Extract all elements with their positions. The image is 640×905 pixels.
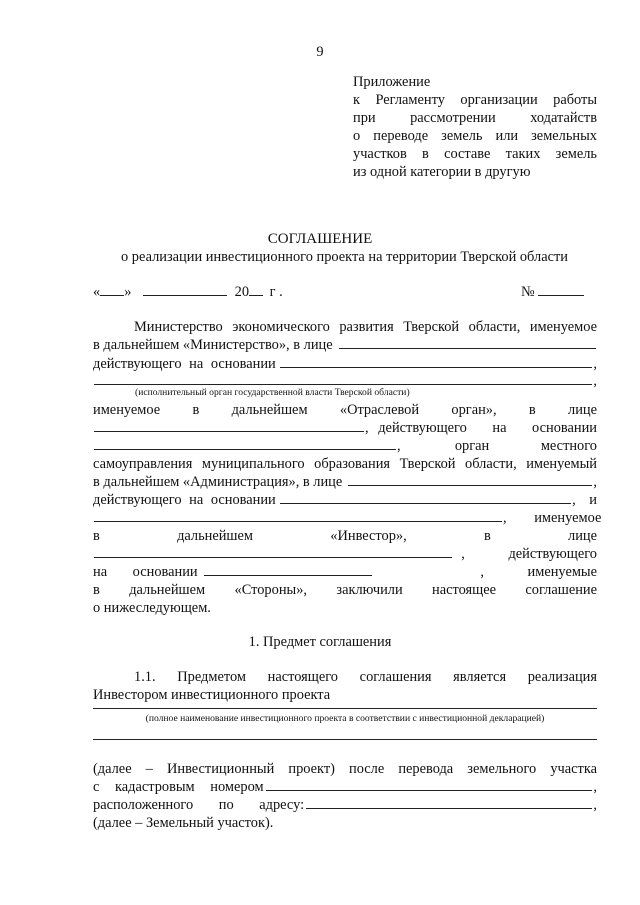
intro-line: о нижеследующем. — [93, 600, 211, 616]
basis-blank[interactable] — [280, 492, 571, 504]
intro-line: именуемое в дальнейшем «Отраслевой орган», в лице — [93, 402, 597, 418]
intro-text: орган местного — [454, 438, 597, 454]
year-suffix: г . — [269, 284, 283, 300]
year-prefix: 20 — [234, 284, 250, 300]
intro-line: в дальнейшем «Стороны», заключили настоящее соглашение — [93, 582, 597, 598]
intro-text: , и — [572, 492, 597, 508]
intro-line: Министерство экономического развития Тверской области, именуемое — [134, 319, 597, 335]
intro-line: самоуправления муниципального образования Тверской области, именуемый — [93, 456, 597, 472]
cadastral-number-blank[interactable] — [266, 779, 593, 791]
month-blank[interactable] — [143, 284, 227, 296]
intro-line-fill — [93, 546, 597, 563]
intro-text: действующего на основании — [93, 356, 276, 372]
intro-line-fill — [93, 510, 602, 527]
comma: , — [593, 779, 597, 795]
intro-line-fill — [93, 420, 597, 437]
section-line-fill — [93, 797, 597, 814]
intro-text: , именуемое — [503, 510, 602, 526]
intro-line-fill — [93, 474, 597, 491]
section-heading: 1. Предмет соглашения — [248, 634, 392, 650]
intro-text: в дальнейшем «Министерство», в лице — [93, 337, 333, 353]
intro-line-fill — [93, 337, 597, 354]
comma: , — [397, 438, 401, 454]
number-field — [521, 284, 584, 301]
representative-blank[interactable] — [339, 337, 596, 349]
section-text: с кадастровым номером — [93, 779, 264, 795]
number-label: № — [521, 284, 535, 300]
date-quote-close: » — [124, 284, 132, 300]
comma: , — [593, 474, 597, 490]
date-quote-open: « — [93, 284, 101, 300]
section-text: расположенного по адресу: — [93, 797, 305, 813]
section-line: 1.1. Предметом настоящего соглашения является реализация — [134, 669, 597, 685]
caption-executive-body: (исполнительный орган государственной власти Тверской области) — [135, 387, 410, 398]
intro-line: в дальнейшем «Инвестор», в лице — [93, 528, 597, 544]
representative-blank[interactable] — [348, 474, 592, 486]
representative-blank[interactable] — [94, 420, 364, 432]
section-line: (далее – Земельный участок). — [93, 815, 274, 831]
annex-line: о переводе земель или земельных — [353, 128, 597, 144]
comma: , — [593, 356, 597, 372]
address-blank[interactable] — [306, 797, 592, 809]
intro-text: в дальнейшем «Администрация», в лице — [93, 474, 343, 490]
intro-text: на основании — [93, 564, 198, 580]
intro-text: , действующего — [461, 546, 597, 562]
investor-blank[interactable] — [94, 510, 502, 522]
intro-line-fill — [93, 564, 597, 581]
comma: , — [365, 420, 369, 436]
basis-blank[interactable] — [94, 438, 396, 450]
intro-line-fill — [93, 492, 597, 509]
comma: , — [593, 797, 597, 813]
annex-line: Приложение — [353, 74, 431, 90]
annex-line: к Регламенту организации работы — [353, 92, 597, 108]
year-blank[interactable] — [249, 284, 263, 296]
section-line-fill — [93, 779, 597, 796]
executive-body-blank[interactable] — [94, 373, 592, 385]
section-line: (далее – Инвестиционный проект) после перевода земельного участка — [93, 761, 597, 777]
annex-line: при рассмотрении ходатайств — [353, 110, 597, 126]
day-blank[interactable] — [100, 284, 124, 296]
representative-blank[interactable] — [94, 546, 452, 558]
project-name-blank[interactable] — [93, 708, 597, 709]
basis-blank[interactable] — [204, 564, 372, 576]
document-title: СОГЛАШЕНИЕ — [267, 231, 373, 247]
project-name-blank-2[interactable] — [93, 739, 597, 740]
section-line: Инвестором инвестиционного проекта — [93, 687, 331, 703]
intro-text: действующего на основании — [93, 492, 276, 508]
page-number: 9 — [316, 44, 324, 60]
annex-line: участков в составе таких земель — [353, 146, 597, 162]
caption-project-name: (полное наименование инвестиционного проекта в соответствии с инвестиционной декларацией) — [145, 713, 545, 724]
date-row — [93, 284, 283, 301]
document-subtitle: о реализации инвестиционного проекта на территории Тверской области — [121, 249, 568, 265]
intro-line-fill — [93, 356, 597, 373]
intro-text: , именуемые — [480, 564, 597, 580]
intro-text: действующего на основании — [378, 420, 597, 436]
annex-line: из одной категории в другую — [353, 164, 531, 180]
number-blank[interactable] — [538, 284, 584, 296]
comma: , — [593, 373, 597, 389]
intro-line-fill — [93, 438, 597, 455]
basis-blank[interactable] — [280, 356, 593, 368]
